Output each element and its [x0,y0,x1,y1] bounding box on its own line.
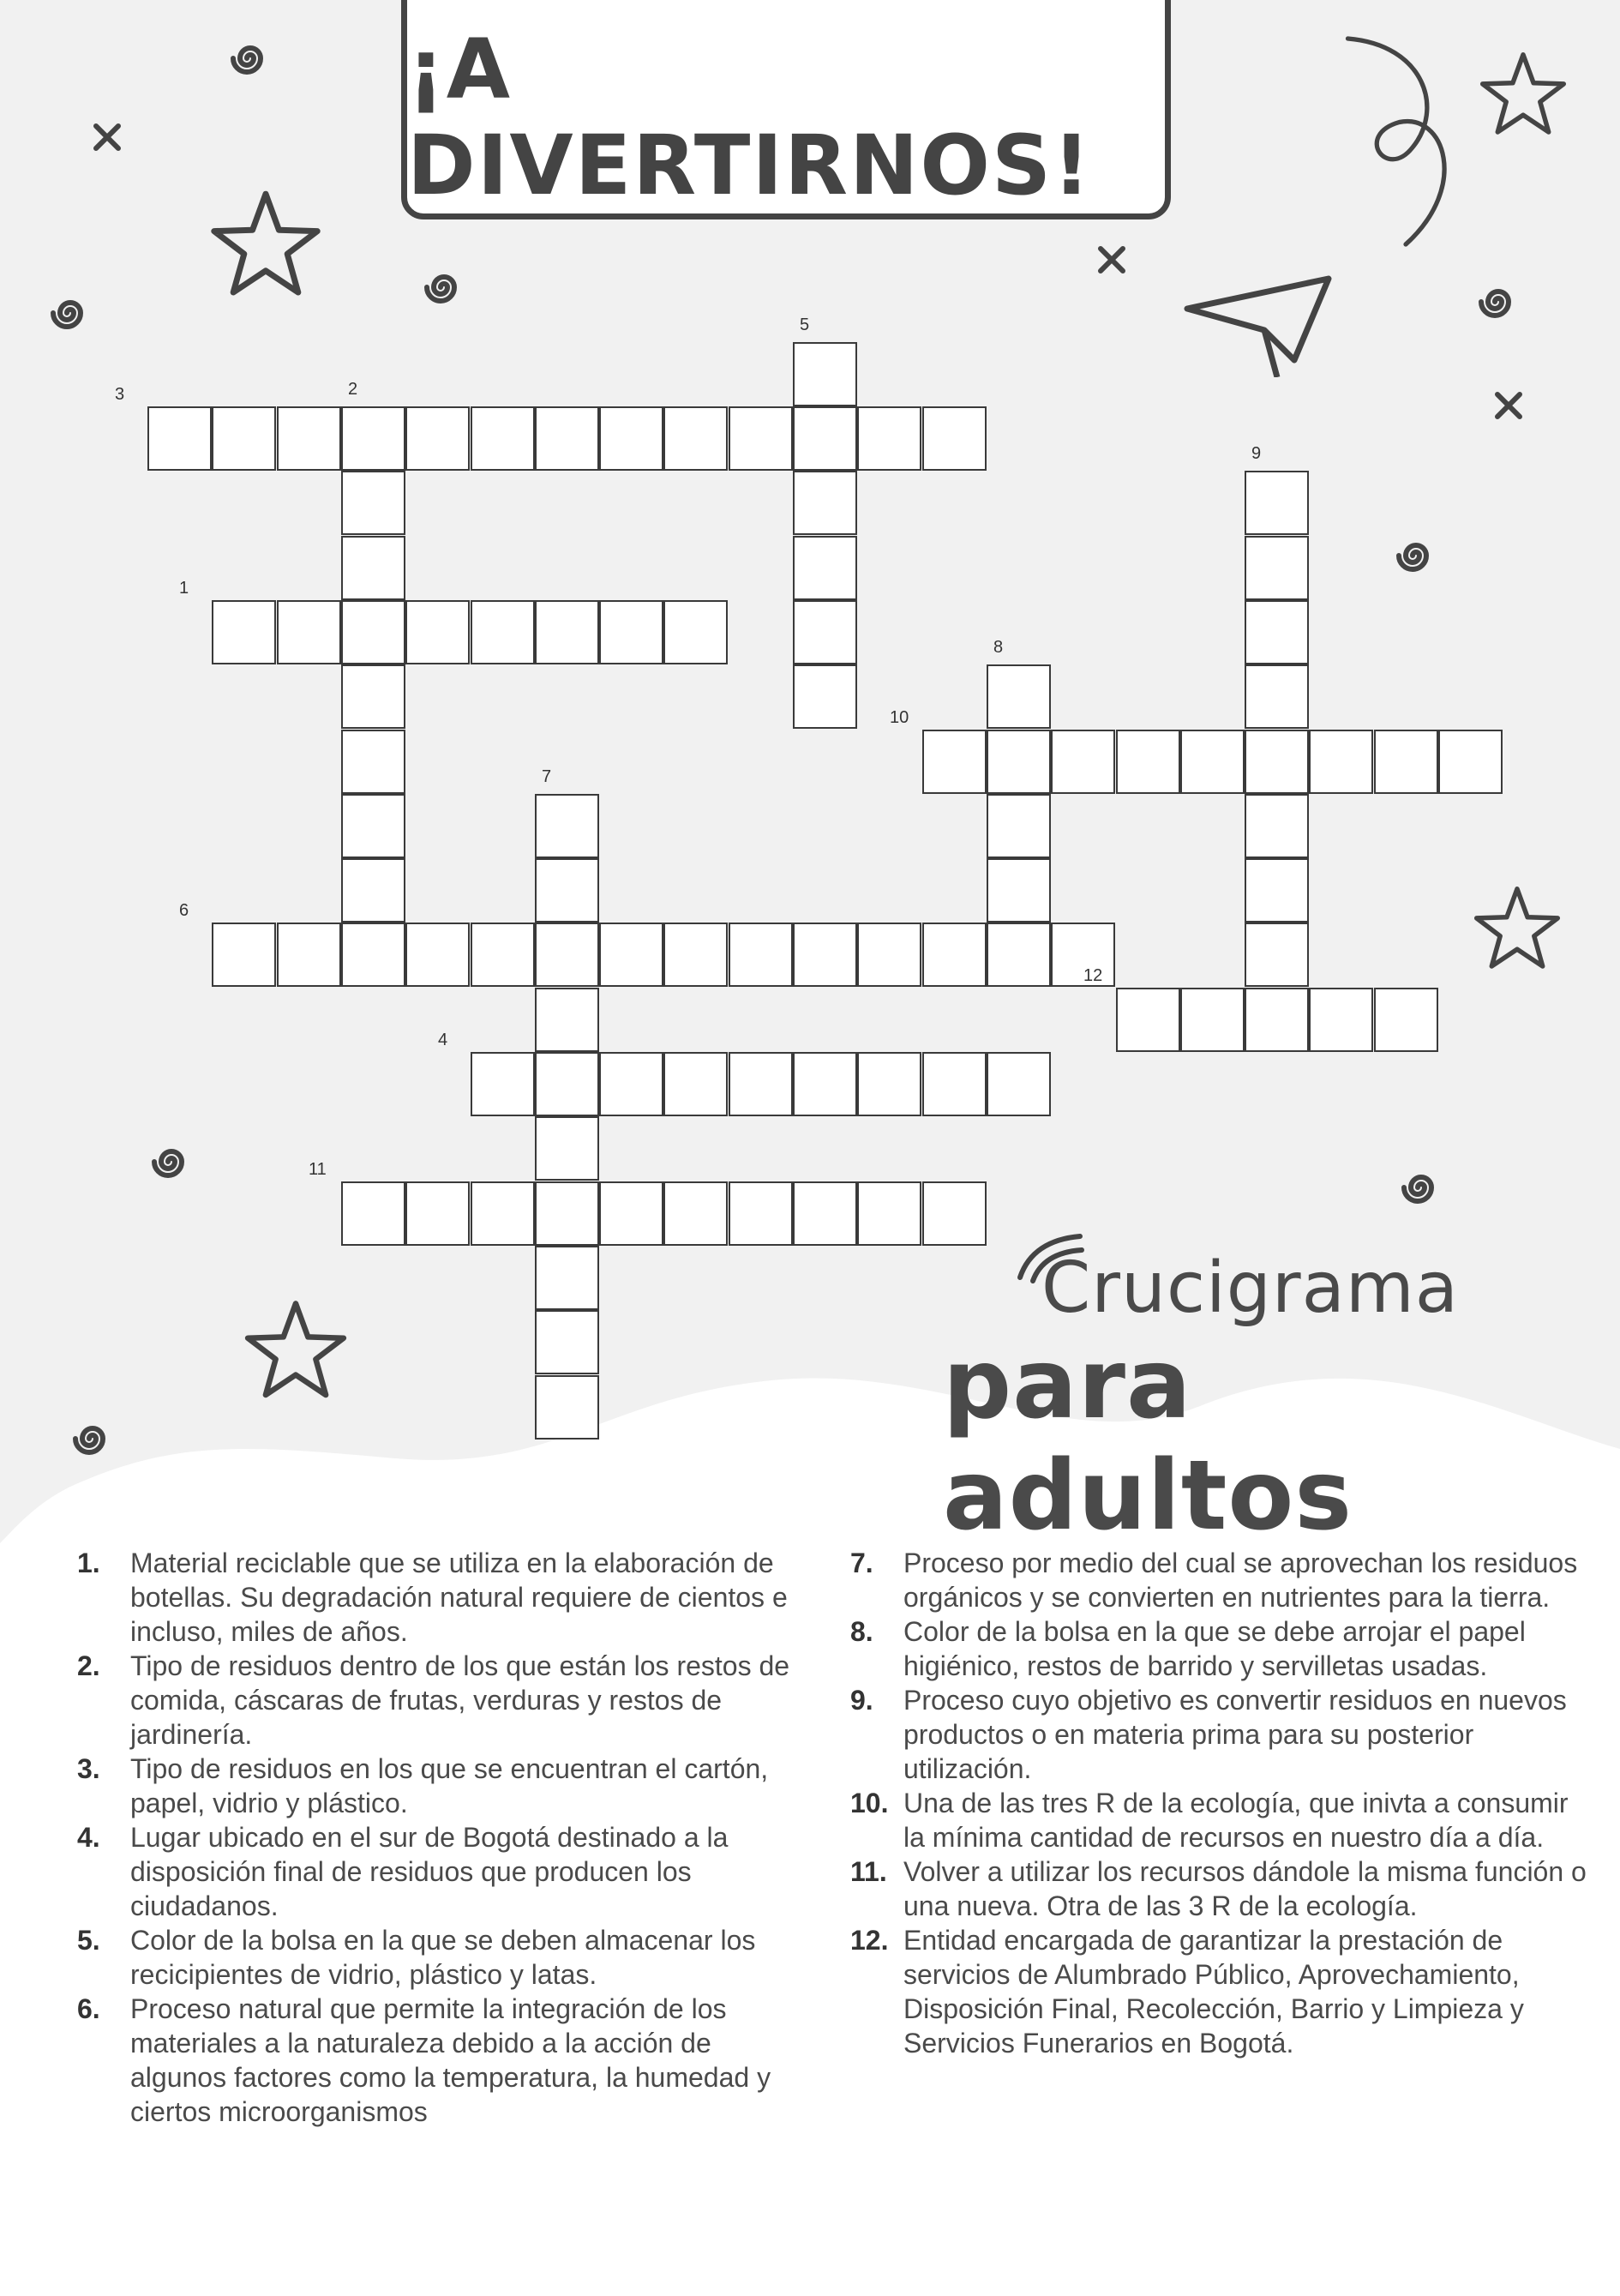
crossword-cell[interactable] [341,600,405,664]
crossword-cell[interactable] [663,923,728,987]
clue-number: 9. [850,1685,873,1716]
clue-item [77,1752,797,1820]
spiral-icon [1473,276,1524,328]
crossword-cell[interactable] [1309,730,1373,794]
clue-number: 3. [77,1753,100,1784]
crossword-clue-number: 7 [542,767,552,786]
clue-number: 4. [77,1822,100,1853]
clue-text: Proceso por medio del cual se aprovechan los residuos orgánicos y se convierten en nutrientes para la tierra. [903,1548,1578,1613]
star-icon [240,1295,351,1406]
crossword-cell[interactable] [341,471,405,535]
clue-item [850,1614,1587,1683]
crossword-cell[interactable] [793,406,857,471]
crossword-cell[interactable] [405,406,470,471]
crossword-clue-number: 6 [179,901,189,920]
crossword-cell[interactable] [922,406,987,471]
crossword-cell[interactable] [987,664,1051,729]
crossword-cell[interactable] [535,1310,599,1374]
subtitle-crucigrama: Crucigrama [1041,1247,1459,1329]
crossword-cell[interactable] [341,730,405,794]
star-icon [1476,47,1570,141]
crossword-cell[interactable] [405,600,470,664]
crossword-cell[interactable] [1245,536,1309,600]
crossword-cell[interactable] [277,406,341,471]
crossword-cell[interactable] [922,923,987,987]
clue-item [850,1923,1587,2060]
clue-text: Color de la bolsa en la que se debe arrojar el papel higiénico, restos de barrido y servilletas usadas. [903,1616,1526,1681]
crossword-cell[interactable] [341,664,405,729]
crossword-cell[interactable] [277,600,341,664]
cross-icon [1090,238,1133,281]
crossword-cell[interactable] [1116,730,1180,794]
crossword-cell[interactable] [599,1181,663,1246]
crossword-cell[interactable] [535,923,599,987]
clue-text: Color de la bolsa en la que se deben almacenar los recicipientes de vidrio, plástico y latas. [130,1925,756,1990]
clue-text: Proceso natural que permite la integración de los materiales a la naturaleza debido a la acción de algunos factores como la temperatura, la humedad y ciertos microorganismos [130,1993,771,2127]
crossword-cell[interactable] [793,342,857,406]
crossword-cell[interactable] [471,1181,535,1246]
crossword-cell[interactable] [471,600,535,664]
crossword-cell[interactable] [1245,988,1309,1052]
crossword-clue-number: 4 [438,1031,448,1049]
crossword-cell[interactable] [535,988,599,1052]
cross-icon [1487,384,1530,427]
crossword-cell[interactable] [1374,730,1438,794]
clue-number: 7. [850,1548,873,1578]
crossword-cell[interactable] [341,1181,405,1246]
crossword-cell[interactable] [1051,730,1115,794]
clue-item [850,1854,1587,1923]
crossword-cell[interactable] [793,1052,857,1116]
clue-text: Entidad encargada de garantizar la prestación de servicios de Alumbrado Público, Aprovechamiento, Disposición Final, Recolección, Barrio y Limpieza y Servicios Funerarios en Bogotá. [903,1925,1524,2059]
clue-item [77,1649,797,1752]
clue-number: 12. [850,1925,889,1956]
clue-item [77,1546,797,1649]
spiral-icon [1395,1162,1447,1213]
crossword-cell[interactable] [663,600,728,664]
crossword-clue-number: 9 [1251,444,1262,463]
crossword-cell[interactable] [405,923,470,987]
crossword-cell[interactable] [535,858,599,923]
crossword-cell[interactable] [341,858,405,923]
crossword-clue-number: 10 [890,708,909,727]
spiral-icon [146,1136,197,1187]
crossword-cell[interactable] [857,923,921,987]
clue-number: 6. [77,1993,100,2024]
page-title: ¡A DIVERTIRNOS! [407,21,1092,213]
crossword-cell[interactable] [1245,600,1309,664]
crossword-cell[interactable] [147,406,212,471]
clue-number: 10. [850,1788,889,1818]
clue-text: Volver a utilizar los recursos dándole la misma función o una nueva. Otra de las 3 R de la ecología. [903,1856,1587,1921]
clue-item [850,1546,1587,1614]
crossword-cell[interactable] [793,600,857,664]
spiral-icon [225,33,276,84]
clue-text: Una de las tres R de la ecología, que inivta a consumir la mínima cantidad de recursos en nuestro día a día. [903,1788,1569,1853]
crossword-cell[interactable] [987,858,1051,923]
clue-text: Proceso cuyo objetivo es convertir residuos en nuevos productos o en materia prima para su posterior utilización. [903,1685,1567,1784]
crossword-cell[interactable] [1245,730,1309,794]
crossword-cell[interactable] [212,923,276,987]
crossword-cell[interactable] [987,1052,1051,1116]
crossword-cell[interactable] [922,730,987,794]
crossword-cell[interactable] [1116,988,1180,1052]
crossword-cell[interactable] [729,1181,793,1246]
spiral-icon [418,261,470,313]
clue-number: 5. [77,1925,100,1956]
crossword-cell[interactable] [987,794,1051,858]
crossword-cell[interactable] [1245,664,1309,729]
crossword-cell[interactable] [1309,988,1373,1052]
crossword-cell[interactable] [857,406,921,471]
crossword-cell[interactable] [535,1181,599,1246]
crossword-cell[interactable] [599,406,663,471]
crossword-cell[interactable] [341,794,405,858]
crossword-cell[interactable] [793,1181,857,1246]
clue-number: 2. [77,1650,100,1681]
crossword-cell[interactable] [471,406,535,471]
crossword-cell[interactable] [599,600,663,664]
crossword-cell[interactable] [341,923,405,987]
crossword-cell[interactable] [1438,730,1503,794]
crossword-clue-number: 3 [115,385,125,404]
clue-text: Material reciclable que se utiliza en la elaboración de botellas. Su degradación natural requiere de cientos e incluso, miles de años. [130,1548,788,1647]
crossword-cell[interactable] [1245,471,1309,535]
crossword-cell[interactable] [922,1181,987,1246]
clues-list-right [850,1546,1587,2060]
clue-item [77,1923,797,1992]
crossword-cell[interactable] [793,923,857,987]
crossword-clue-number: 5 [800,316,810,334]
crossword-cell[interactable] [793,536,857,600]
crossword-cell[interactable] [987,923,1051,987]
clue-number: 8. [850,1616,873,1647]
crossword-cell[interactable] [405,1181,470,1246]
crossword-cell[interactable] [535,1246,599,1310]
crossword-clue-number: 2 [348,380,358,399]
crossword-clue-number: 8 [993,638,1004,657]
crossword-cell[interactable] [341,406,405,471]
spiral-icon [1390,530,1442,581]
crossword-cell[interactable] [1374,988,1438,1052]
crossword-cell[interactable] [535,1116,599,1181]
crossword-cell[interactable] [987,730,1051,794]
crossword-cell[interactable] [1180,988,1245,1052]
clue-item [77,1992,797,2129]
crossword-cell[interactable] [729,1052,793,1116]
paper-plane-icon [1174,34,1466,377]
clue-number: 11. [850,1856,887,1887]
crossword-clue-number: 1 [179,579,189,598]
clue-text: Tipo de residuos dentro de los que están los restos de comida, cáscaras de frutas, verduras y restos de jardinería. [130,1650,790,1750]
clue-item [850,1683,1587,1786]
crossword-cell[interactable] [663,1052,728,1116]
crossword-cell[interactable] [535,600,599,664]
crossword-cell[interactable] [535,406,599,471]
crossword-cell[interactable] [857,1052,921,1116]
crossword-cell[interactable] [212,406,276,471]
clues-list-left [77,1546,797,2129]
crossword-cell[interactable] [599,1052,663,1116]
crossword-cell[interactable] [471,923,535,987]
star-icon [206,184,326,304]
crossword-cell[interactable] [471,1052,535,1116]
crossword-cell[interactable] [212,600,276,664]
crossword-cell[interactable] [535,794,599,858]
clue-number: 1. [77,1548,100,1578]
crossword-cell[interactable] [535,1052,599,1116]
cross-icon [86,116,129,159]
star-icon [1470,881,1564,976]
clue-text: Lugar ubicado en el sur de Bogotá destinado a la disposición final de residuos que producen los ciudadanos. [130,1822,729,1921]
spiral-icon [67,1413,118,1464]
crossword-cell[interactable] [729,923,793,987]
crossword-cell[interactable] [922,1052,987,1116]
crossword-cell[interactable] [1180,730,1245,794]
crossword-cell[interactable] [729,406,793,471]
crossword-cell[interactable] [535,1375,599,1440]
crossword-cell[interactable] [1245,858,1309,923]
subtitle-para-adultos: para adultos [943,1329,1353,1552]
crossword-clue-number: 11 [309,1160,327,1179]
crossword-cell[interactable] [793,471,857,535]
crossword-clue-number: 12 [1083,966,1103,985]
crossword-cell[interactable] [663,406,728,471]
clue-text: Tipo de residuos en los que se encuentran el cartón, papel, vidrio y plástico. [130,1753,769,1818]
clue-item [77,1820,797,1923]
crossword-cell[interactable] [663,1181,728,1246]
crossword-cell[interactable] [277,923,341,987]
crossword-cell[interactable] [793,664,857,729]
crossword-cell[interactable] [1245,794,1309,858]
crossword-cell[interactable] [1245,923,1309,987]
crossword-cell[interactable] [599,923,663,987]
crossword-cell[interactable] [857,1181,921,1246]
spiral-icon [45,287,96,339]
title-banner [401,0,1171,219]
crossword-cell[interactable] [341,536,405,600]
clue-item [850,1786,1587,1854]
